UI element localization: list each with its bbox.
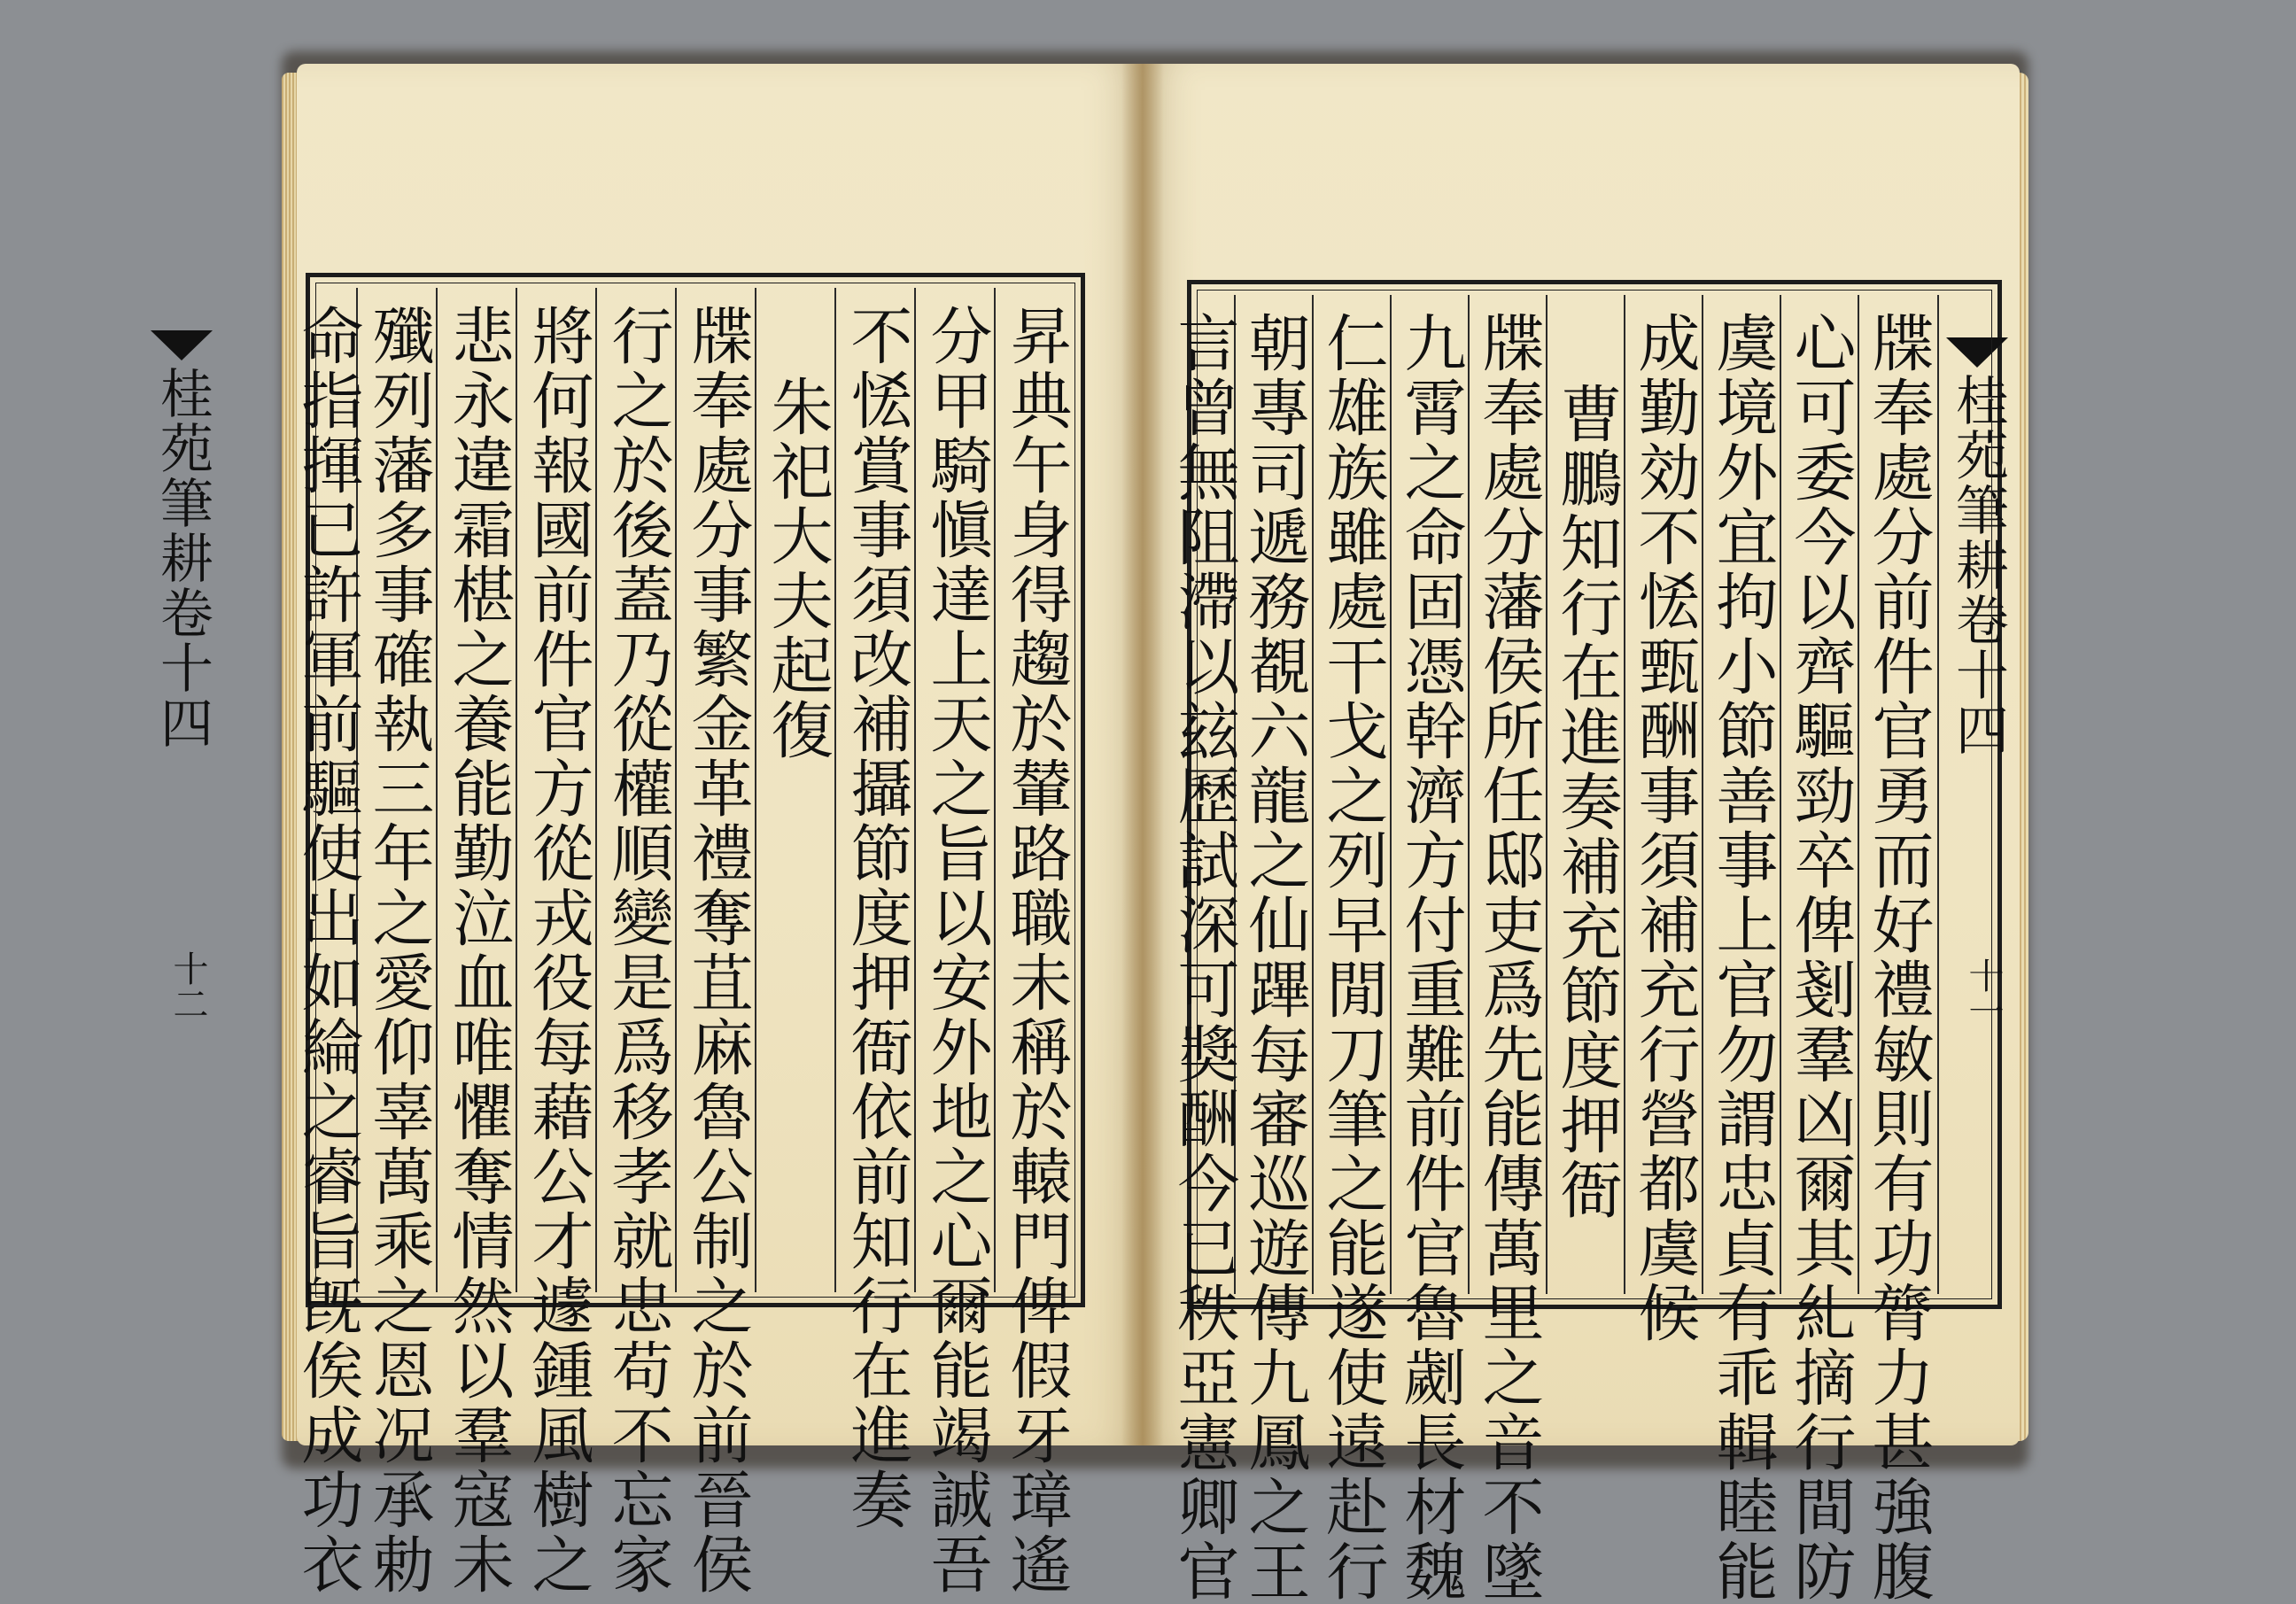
right-column-9: 朝專司遞務覩六龍之仙蹕每審巡遊傳九鳳之王 bbox=[1238, 311, 1311, 1604]
column-rule bbox=[595, 288, 597, 1292]
right-banxin bbox=[1946, 337, 2008, 1251]
column-rule bbox=[834, 288, 836, 1292]
column-rule bbox=[1234, 295, 1236, 1294]
right-column-10: 言曾無阻滯以玆歷試深可奬酬今已秩亞憲卿官 bbox=[1167, 311, 1240, 1604]
column-rule bbox=[356, 288, 358, 1292]
right-column-7: 九霄之命固憑幹濟方付重難前件官魯劌長材魏 bbox=[1394, 311, 1467, 1604]
column-rule bbox=[1702, 295, 1703, 1294]
right-column-1: 牒奉處分前件官勇而好禮敏則有功膂力甚強腹 bbox=[1862, 311, 1935, 1604]
right-folio: 十一 bbox=[1963, 957, 2004, 1028]
left-column-5: 牒奉處分事繁金革禮奪苴麻魯公制之於前晉侯 bbox=[681, 304, 754, 1597]
left-banxin-title: 桂苑筆耕卷十四 bbox=[151, 366, 213, 750]
column-rule bbox=[1468, 295, 1470, 1294]
left-column-6: 行之於後蓋乃從權順變是爲移孝就忠苟不忘家 bbox=[601, 304, 674, 1597]
fish-tail-mark bbox=[151, 330, 213, 360]
right-column-5-heading: 曹鵬知行在進奏補充節度押衙 bbox=[1550, 382, 1623, 1222]
book-gutter bbox=[1121, 64, 1164, 1445]
left-folio: 十二 bbox=[167, 950, 208, 1021]
fish-tail-mark bbox=[1946, 337, 2008, 368]
right-column-3: 虞境外宜拘小節善事上官勿謂忠貞有乖輯睦能 bbox=[1706, 311, 1779, 1604]
column-rule bbox=[1312, 295, 1314, 1294]
column-rule bbox=[1390, 295, 1392, 1294]
column-rule bbox=[675, 288, 677, 1292]
left-banxin bbox=[151, 330, 213, 1250]
left-column-1: 昇典午身得趨於輦路職未稱於轅門俾假牙璋遙 bbox=[1000, 304, 1073, 1597]
column-rule bbox=[1858, 295, 1859, 1294]
right-column-8: 仁雄族雖處干戈之列早閒刀筆之能遂使遠赴行 bbox=[1316, 311, 1389, 1604]
right-text-frame bbox=[1167, 280, 2009, 1604]
column-rule bbox=[1624, 295, 1625, 1294]
left-column-8: 悲永違霜椹之養能勤泣血唯懼奪情然以羣寇未 bbox=[442, 304, 515, 1597]
column-rule bbox=[994, 288, 996, 1292]
right-banxin-title: 桂苑筆耕卷十四 bbox=[1947, 373, 2009, 757]
right-column-4: 成勤効不恡甄酬事須補充行營都虞候 bbox=[1628, 311, 1701, 1345]
column-rule bbox=[914, 288, 916, 1292]
column-rule bbox=[1546, 295, 1547, 1294]
column-rule bbox=[516, 288, 517, 1292]
left-column-9: 殲列藩多事確執三年之愛仰辜萬乘之恩况承勅 bbox=[362, 304, 435, 1597]
column-rule bbox=[1937, 295, 1939, 1294]
left-column-7: 將何報國前件官方從戎役每藉公才遽鍾風樹之 bbox=[522, 304, 594, 1597]
right-column-6: 牒奉處分藩侯所任邸吏爲先能傳萬里之音不墜 bbox=[1472, 311, 1545, 1604]
left-column-2: 分甲騎愼達上天之旨以安外地之心爾能竭誠吾 bbox=[920, 304, 993, 1597]
left-column-10: 命指揮已許軍前驅使出如綸之睿旨旣俟成功衣 bbox=[291, 304, 364, 1597]
left-text-frame bbox=[151, 273, 1085, 1597]
column-rule bbox=[1780, 295, 1781, 1294]
column-rule bbox=[436, 288, 438, 1292]
left-column-4-heading: 朱祀大夫起復 bbox=[761, 375, 834, 763]
left-column-3: 不恡賞事須改補攝節度押衙依前知行在進奏 bbox=[841, 304, 913, 1532]
right-column-2: 心可委今以齊驅勁卒俾剗羣凶爾其糺摘行間防 bbox=[1784, 311, 1857, 1604]
column-rule bbox=[755, 288, 756, 1292]
